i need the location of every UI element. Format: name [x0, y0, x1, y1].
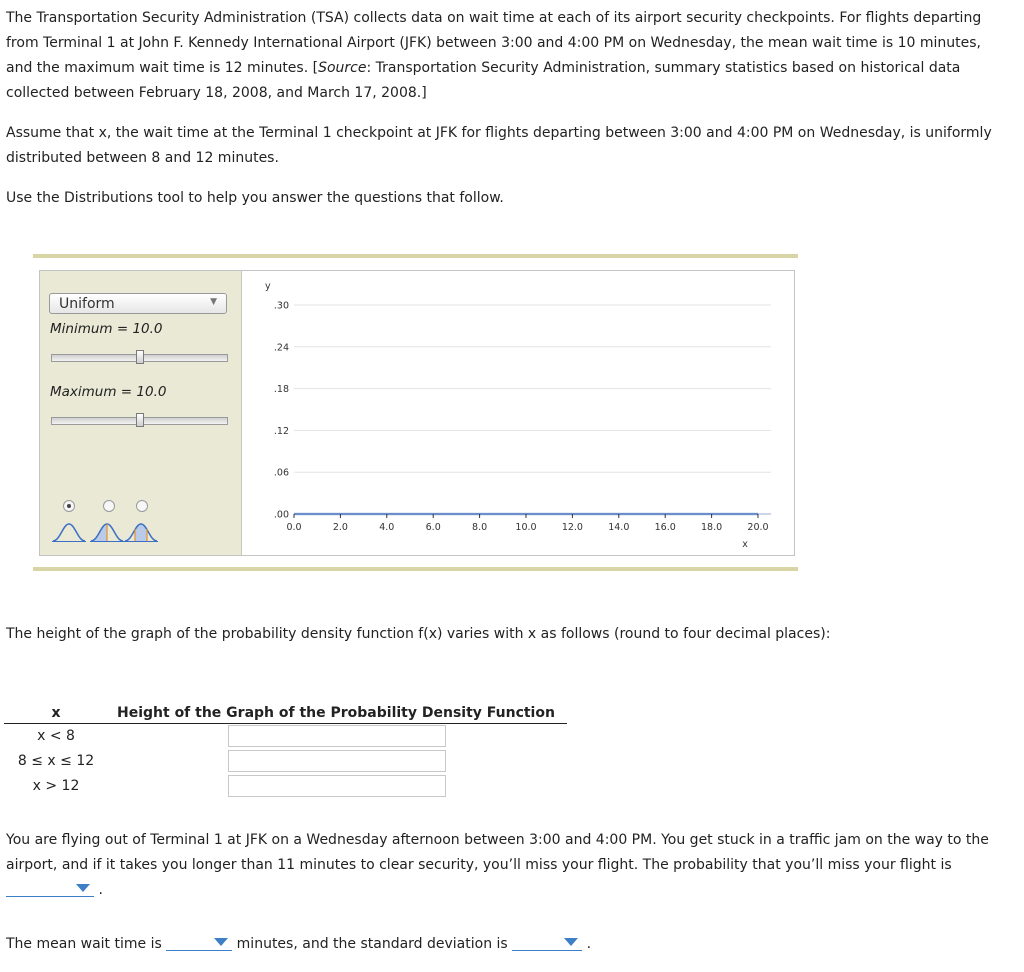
- x-tick-label: 2.0: [332, 522, 348, 533]
- tool-control-panel: [40, 271, 242, 555]
- distribution-chart: [241, 271, 793, 555]
- x-tick-label: 6.0: [425, 522, 441, 533]
- tool-bottom-rule: [33, 567, 798, 571]
- y-tick-label: .00: [273, 509, 289, 521]
- table-row-label: 8 ≤ x ≤ 12: [17, 753, 95, 769]
- x-tick-label: 18.0: [701, 522, 723, 533]
- table-row-label: x > 12: [32, 778, 80, 794]
- x-tick-label: 12.0: [561, 522, 583, 533]
- pdf-height-input-above-12[interactable]: [228, 775, 446, 797]
- table-row-label: x < 8: [37, 728, 75, 744]
- distribution-select[interactable]: [49, 293, 227, 314]
- table-header-x: x: [51, 705, 61, 721]
- y-tick-label: .06: [273, 467, 289, 479]
- mean-wait-dropdown[interactable]: [166, 933, 232, 951]
- table-header-rule: [4, 723, 567, 724]
- dropdown-arrow-icon: [564, 938, 578, 946]
- miss-flight-question: You are flying out of Terminal 1 at JFK on a Wednesday afternoon between 3:00 and 4:00 PM. You get stuck in a traffic jam on the way to the airport, and if it takes you longer than 11 minutes to clear security, you’ll miss your flight. The probability that you’ll miss your flight is .: [6, 832, 989, 898]
- std-dev-dropdown[interactable]: [512, 933, 582, 951]
- y-tick-label: .12: [273, 425, 289, 437]
- mode-radio-between-area[interactable]: [136, 500, 148, 512]
- maximum-slider-handle[interactable]: [136, 413, 144, 427]
- miss-probability-dropdown[interactable]: [6, 879, 94, 897]
- x-tick-label: 20.0: [747, 522, 769, 533]
- mean-sd-question: The mean wait time is minutes, and the standard deviation is .: [6, 932, 1006, 957]
- dropdown-arrow-icon: [214, 938, 228, 946]
- chart-tick-labels: [274, 301, 769, 534]
- distribution-select-value: Uniform: [59, 296, 115, 312]
- y-tick-label: .24: [273, 342, 289, 354]
- dropdown-arrow-icon: [76, 884, 90, 892]
- intro-paragraph-3: Use the Distributions tool to help you answer the questions that follow.: [6, 190, 504, 206]
- y-axis-label: y: [265, 281, 271, 292]
- intro-paragraph-2: Assume that x, the wait time at the Terminal 1 checkpoint at JFK for flights departing between 3:00 and 4:00 PM on Wednesday, is uniformly distributed between 8 and 12 minutes.: [6, 125, 992, 166]
- minimum-slider[interactable]: [51, 354, 228, 362]
- tool-top-rule: [33, 254, 798, 258]
- table-header-height: Height of the Graph of the Probability Density Function: [117, 705, 555, 721]
- between-area-icon[interactable]: [124, 521, 158, 543]
- minimum-slider-handle[interactable]: [136, 350, 144, 364]
- chart-gridlines: [294, 305, 771, 472]
- mode-radio-left-area[interactable]: [103, 500, 115, 512]
- left-area-icon[interactable]: [90, 521, 124, 543]
- intro-paragraph-1: The Transportation Security Administration (TSA) collects data on wait time at each of its airport security checkpoints. For flights departing from Terminal 1 at John F. Kennedy International Airport (JFK) between 3:00 and 4:00 PM on Wednesday, the mean wait time is 10 minutes, and the maximum wait time is 12 minutes. [Source: Transportation Security Administration, summary statistics based on historical data collected between February 18, 2008, and March 17, 2008.]: [6, 10, 982, 101]
- x-tick-label: 4.0: [379, 522, 395, 533]
- x-tick-label: 14.0: [608, 522, 630, 533]
- pdf-question-prompt: The height of the graph of the probability density function f(x) varies with x as follows (round to four decimal places):: [6, 626, 831, 642]
- maximum-slider[interactable]: [51, 417, 228, 425]
- source-label: Source: [318, 60, 367, 76]
- x-axis-label: x: [742, 539, 748, 550]
- distributions-tool: [39, 270, 795, 556]
- chevron-down-icon: ▼: [210, 297, 217, 307]
- y-tick-label: .30: [273, 300, 289, 312]
- x-tick-label: 16.0: [654, 522, 676, 533]
- density-curve-icon[interactable]: [52, 521, 86, 543]
- x-tick-label: 10.0: [515, 522, 537, 533]
- pdf-height-input-8-to-12[interactable]: [228, 750, 446, 772]
- x-tick-label: 8.0: [472, 522, 488, 533]
- mode-radio-density[interactable]: [63, 500, 75, 512]
- minimum-label: Minimum = 10.0: [50, 321, 163, 337]
- y-tick-label: .18: [273, 384, 289, 396]
- maximum-label: Maximum = 10.0: [50, 384, 167, 400]
- pdf-height-input-below-8[interactable]: [228, 725, 446, 747]
- x-tick-label: 0.0: [286, 522, 302, 533]
